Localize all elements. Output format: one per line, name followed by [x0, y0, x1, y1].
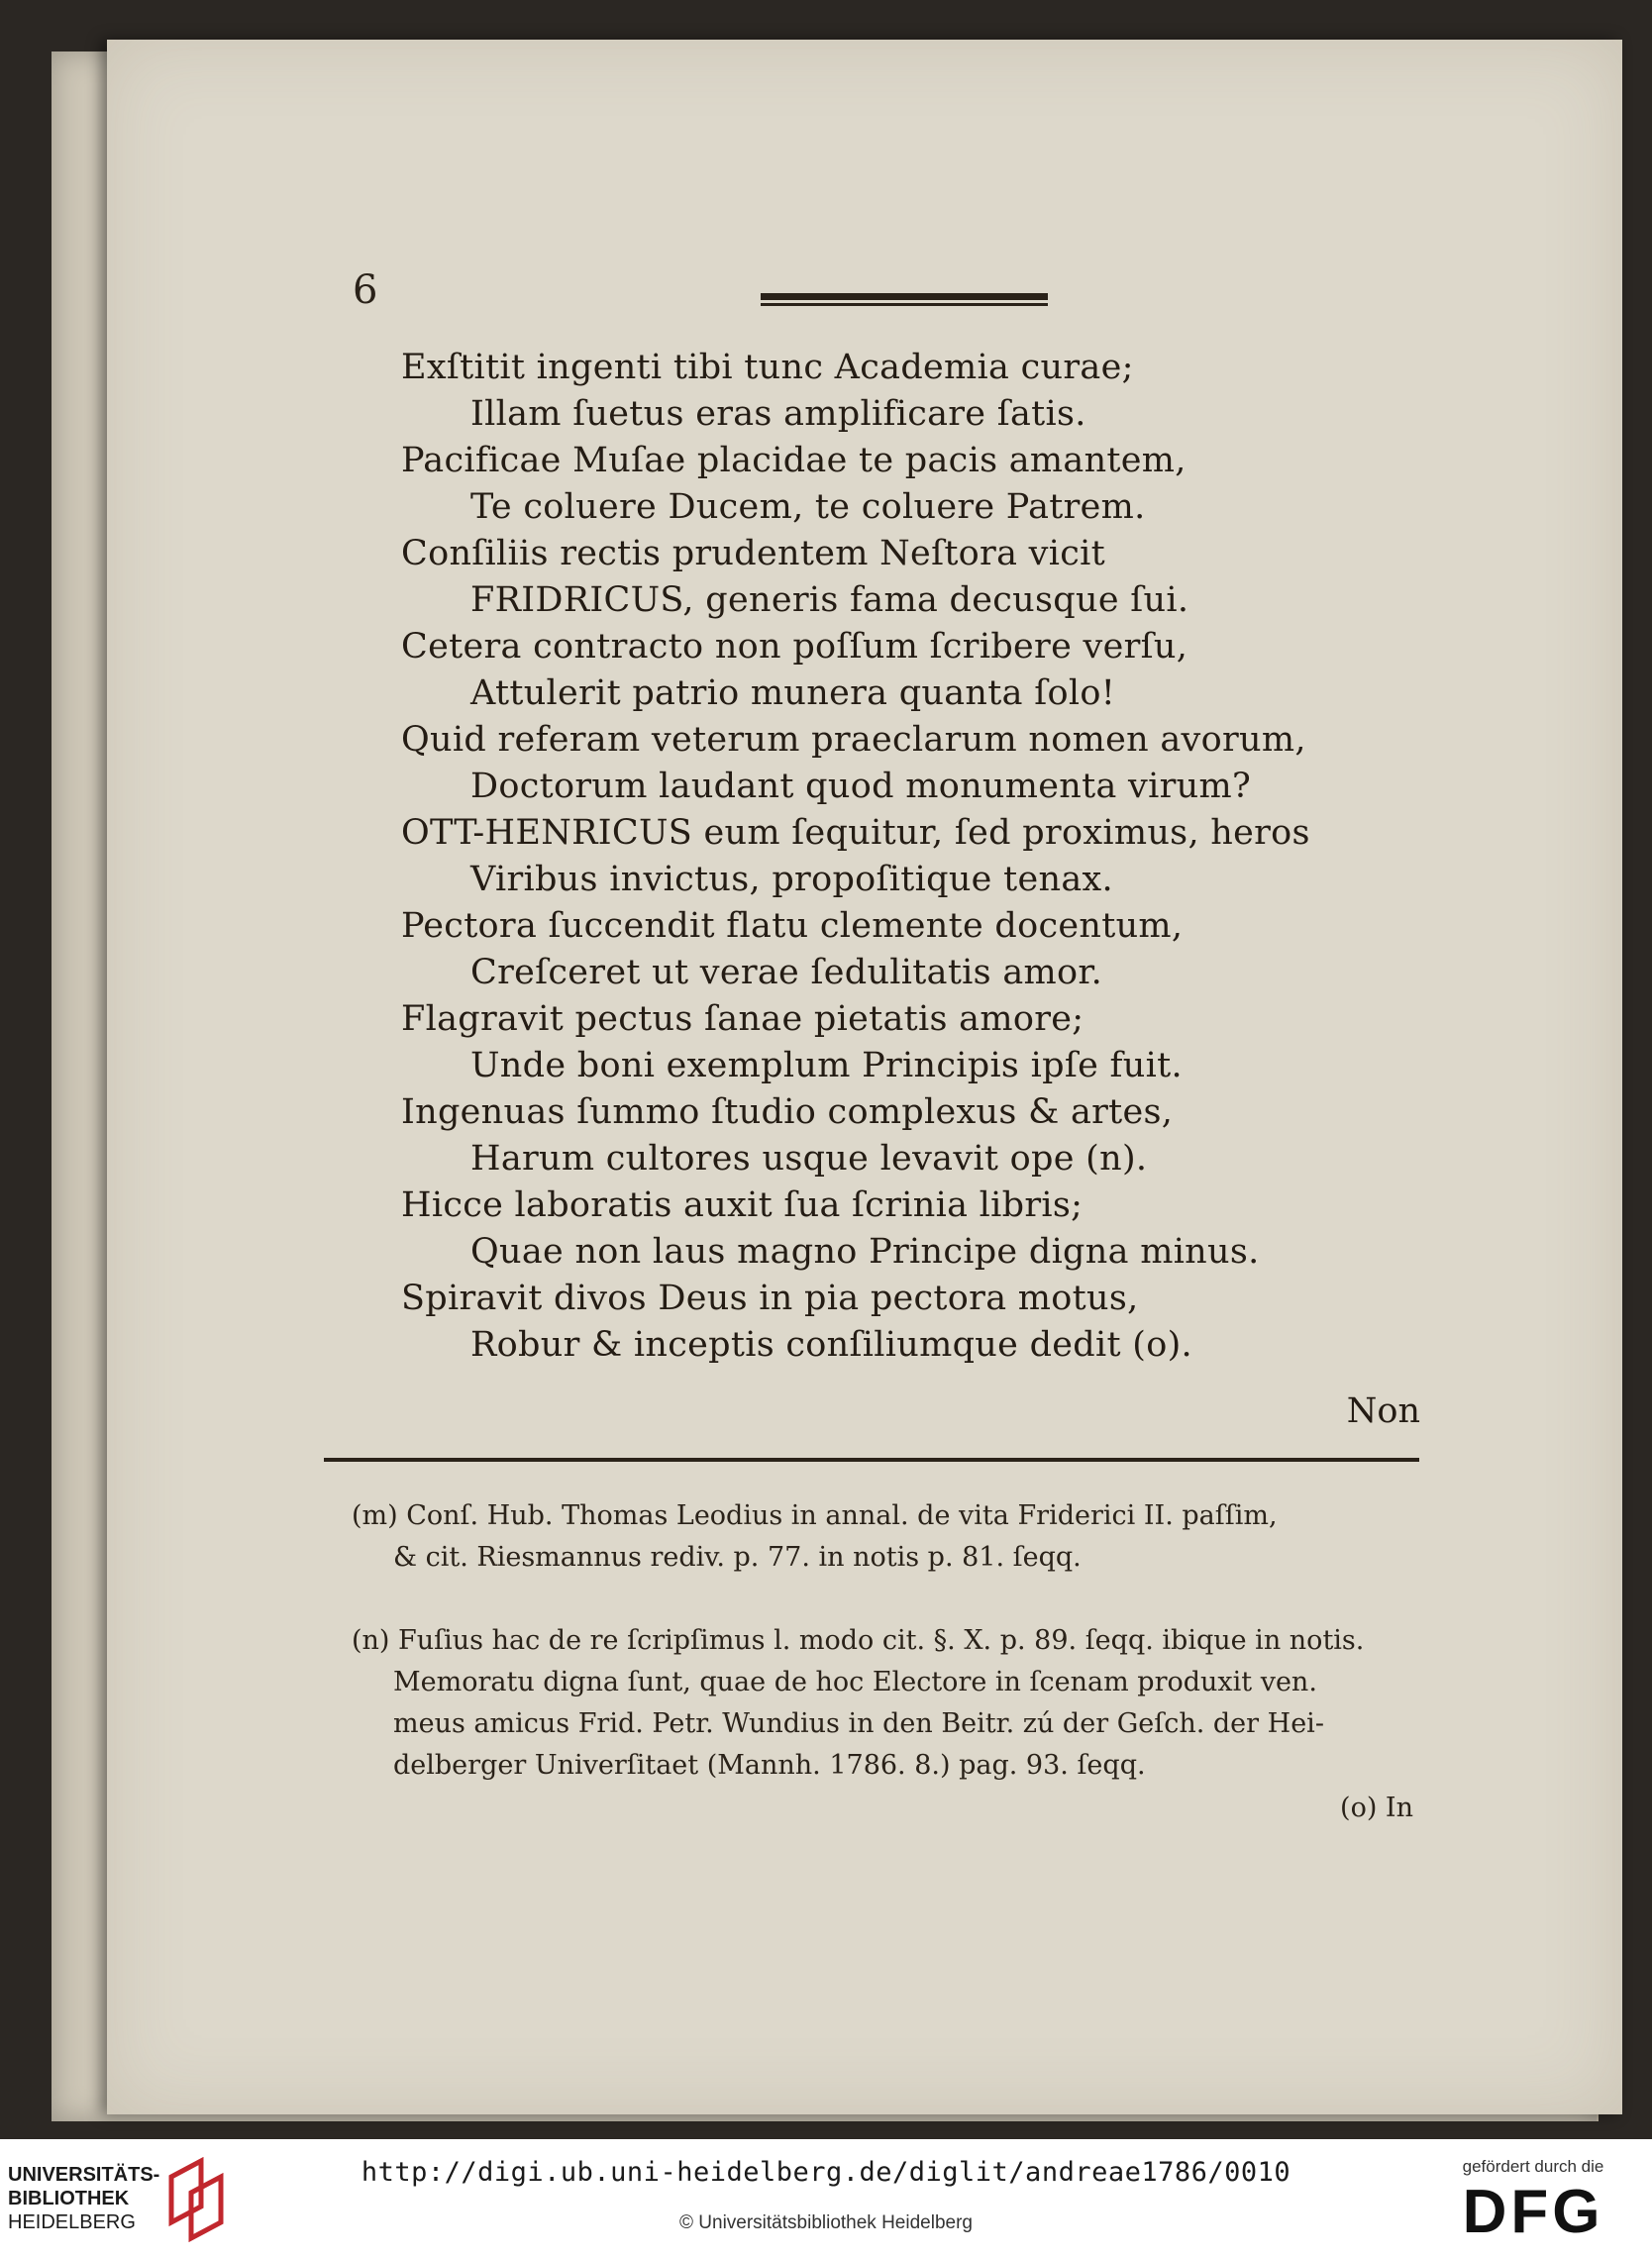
footnote-divider: [324, 1458, 1419, 1462]
poem-line: Pacificae Muſae placidae te pacis amantem,: [401, 441, 1187, 480]
poem-line: FRIDRICUS, generis fama decusque ſui.: [470, 580, 1189, 620]
poem-line: Flagravit pectus ſanae pietatis amore;: [401, 999, 1084, 1039]
poem-line: Hicce laboratis auxit ſua ſcrinia libris;: [401, 1185, 1084, 1225]
poem-line: Pectora ſuccendit flatu clemente docentum,: [401, 906, 1184, 946]
ornament-thin-line: [761, 303, 1048, 306]
poem-line: Cetera contracto non poſſum ſcribere verſu,: [401, 627, 1188, 667]
poem-line: Illam ſuetus eras amplificare ſatis.: [470, 394, 1086, 434]
poem-line: Unde boni exemplum Principis ipſe fuit.: [470, 1046, 1183, 1085]
footnote-m: [352, 1495, 1421, 1579]
header-ornament-rule: [761, 293, 1048, 307]
viewer-footer: [0, 2139, 1652, 2259]
poem-line: Ingenuas ſummo ſtudio complexus & artes,: [401, 1092, 1174, 1132]
poem-line: Te coluere Ducem, te coluere Patrem.: [470, 487, 1146, 527]
page-number: 6: [353, 267, 378, 313]
poem-text: [401, 345, 1392, 1369]
poem-line: Quae non laus magno Principe digna minus.: [470, 1232, 1260, 1272]
poem-line: Attulerit patrio munera quanta ſolo!: [470, 673, 1116, 713]
permalink-url[interactable]: http://digi.ub.uni-heidelberg.de/diglit/andreae1786/0010: [361, 2157, 1291, 2188]
footnote-o-catch: (o) In: [1340, 1793, 1413, 1823]
library-name-line: UNIVERSITÄTS-: [8, 2164, 160, 2186]
library-name-line: HEIDELBERG: [8, 2211, 136, 2233]
poem-line: Harum cultores usque levavit ope (n).: [470, 1139, 1148, 1179]
footnote-line: & cit. Riesmannus rediv. p. 77. in notis p. 81. ſeqq.: [393, 1542, 1082, 1573]
poem-line: Spiravit divos Deus in pia pectora motus,: [401, 1279, 1139, 1318]
catchword: Non: [1346, 1391, 1420, 1431]
ornament-thick-line: [761, 293, 1048, 300]
poem-line: Robur & inceptis conſiliumque dedit (o).: [470, 1325, 1192, 1365]
funding-block[interactable]: [1444, 2157, 1622, 2248]
footnote-n: [352, 1620, 1421, 1787]
poem-line: Viribus invictus, propoſitique tenax.: [470, 860, 1113, 899]
dfg-logo: DFG: [1462, 2178, 1604, 2246]
footnote-line: meus amicus Frid. Petr. Wundius in den Beitr. zú der Geſch. der Hei-: [393, 1708, 1324, 1739]
poem-line: OTT-HENRICUS eum ſequitur, ſed proximus, heros: [401, 813, 1310, 853]
poem-line: Quid referam veterum praeclarum nomen avorum,: [401, 720, 1306, 760]
poem-line: Doctorum laudant quod monumenta virum?: [470, 767, 1252, 806]
poem-line: Exſtitit ingenti tibi tunc Academia curae;: [401, 348, 1134, 387]
footnote-line: delberger Univerſitaet (Mannh. 1786. 8.) pag. 93. ſeqq.: [393, 1750, 1146, 1781]
footnote-line: (m) Conſ. Hub. Thomas Leodius in annal. de vita Friderici II. paſſim,: [352, 1500, 1278, 1531]
library-name-line: BIBLIOTHEK: [8, 2188, 130, 2209]
footnote-line: Memoratu digna ſunt, quae de hoc Electore in ſcenam produxit ven.: [393, 1667, 1317, 1697]
poem-line: Conſiliis rectis prudentem Neſtora vicit: [401, 534, 1106, 573]
funding-caption: gefördert durch die: [1462, 2157, 1604, 2176]
footnote-line: (n) Fuſius hac de re ſcripſimus l. modo cit. §. X. p. 89. ſeqq. ibique in notis.: [352, 1625, 1365, 1656]
poem-line: Creſceret ut verae ſedulitatis amor.: [470, 953, 1102, 992]
copyright-notice: © Universitätsbibliothek Heidelberg: [679, 2212, 973, 2233]
